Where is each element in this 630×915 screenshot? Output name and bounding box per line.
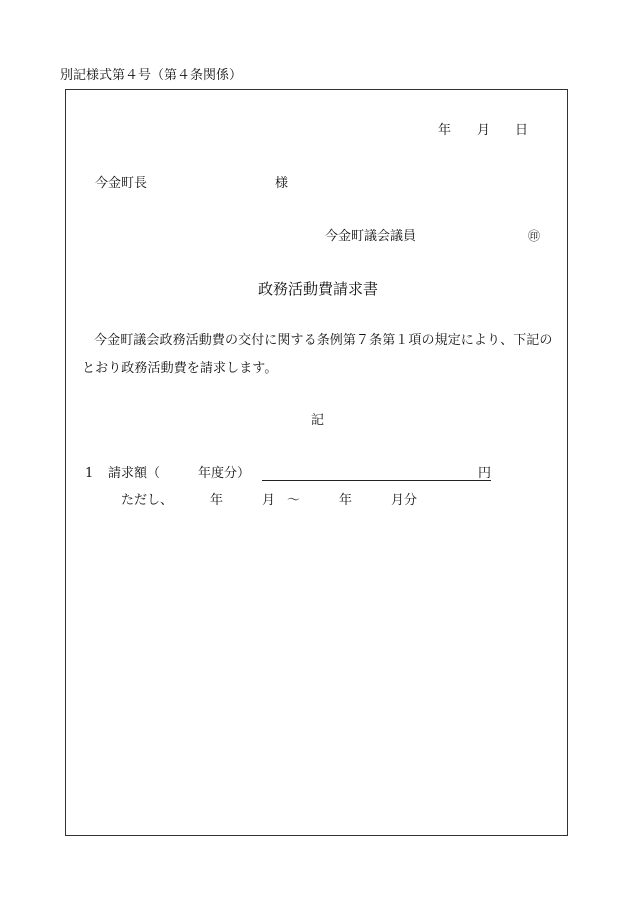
from-year-label: 年	[210, 493, 224, 508]
form-frame	[65, 89, 568, 836]
to-year-label: 年	[339, 493, 353, 508]
body-text-line-2: とおり政務活動費を請求します。	[82, 361, 278, 376]
addressee-title: 今金町長	[95, 176, 148, 191]
sender-title: 今金町議会議員	[325, 229, 417, 244]
amount-underline	[262, 480, 491, 481]
to-month-label: 月分	[391, 493, 418, 508]
yen-label: 円	[478, 466, 492, 481]
proviso-label: ただし、	[121, 493, 174, 508]
addressee-honorific: 様	[275, 176, 289, 191]
item-number: 1	[85, 466, 94, 481]
claim-amount-label: 請求額（	[108, 466, 161, 481]
form-label: 別記様式第４号（第４条関係）	[60, 68, 243, 83]
date-year-label: 年	[438, 123, 452, 138]
body-text-line-1: 今金町議会政務活動費の交付に関する条例第７条第１項の規定により、下記の	[94, 333, 553, 348]
ki-heading: 記	[311, 413, 325, 428]
range-tilde: ～	[287, 493, 301, 508]
from-month-label: 月	[262, 493, 276, 508]
date-day-label: 日	[515, 123, 529, 138]
fiscal-year-label: 年度分）	[198, 466, 251, 481]
date-month-label: 月	[477, 123, 491, 138]
seal-mark-icon: ㊞	[528, 229, 541, 243]
document-title: 政務活動費請求書	[258, 280, 379, 298]
